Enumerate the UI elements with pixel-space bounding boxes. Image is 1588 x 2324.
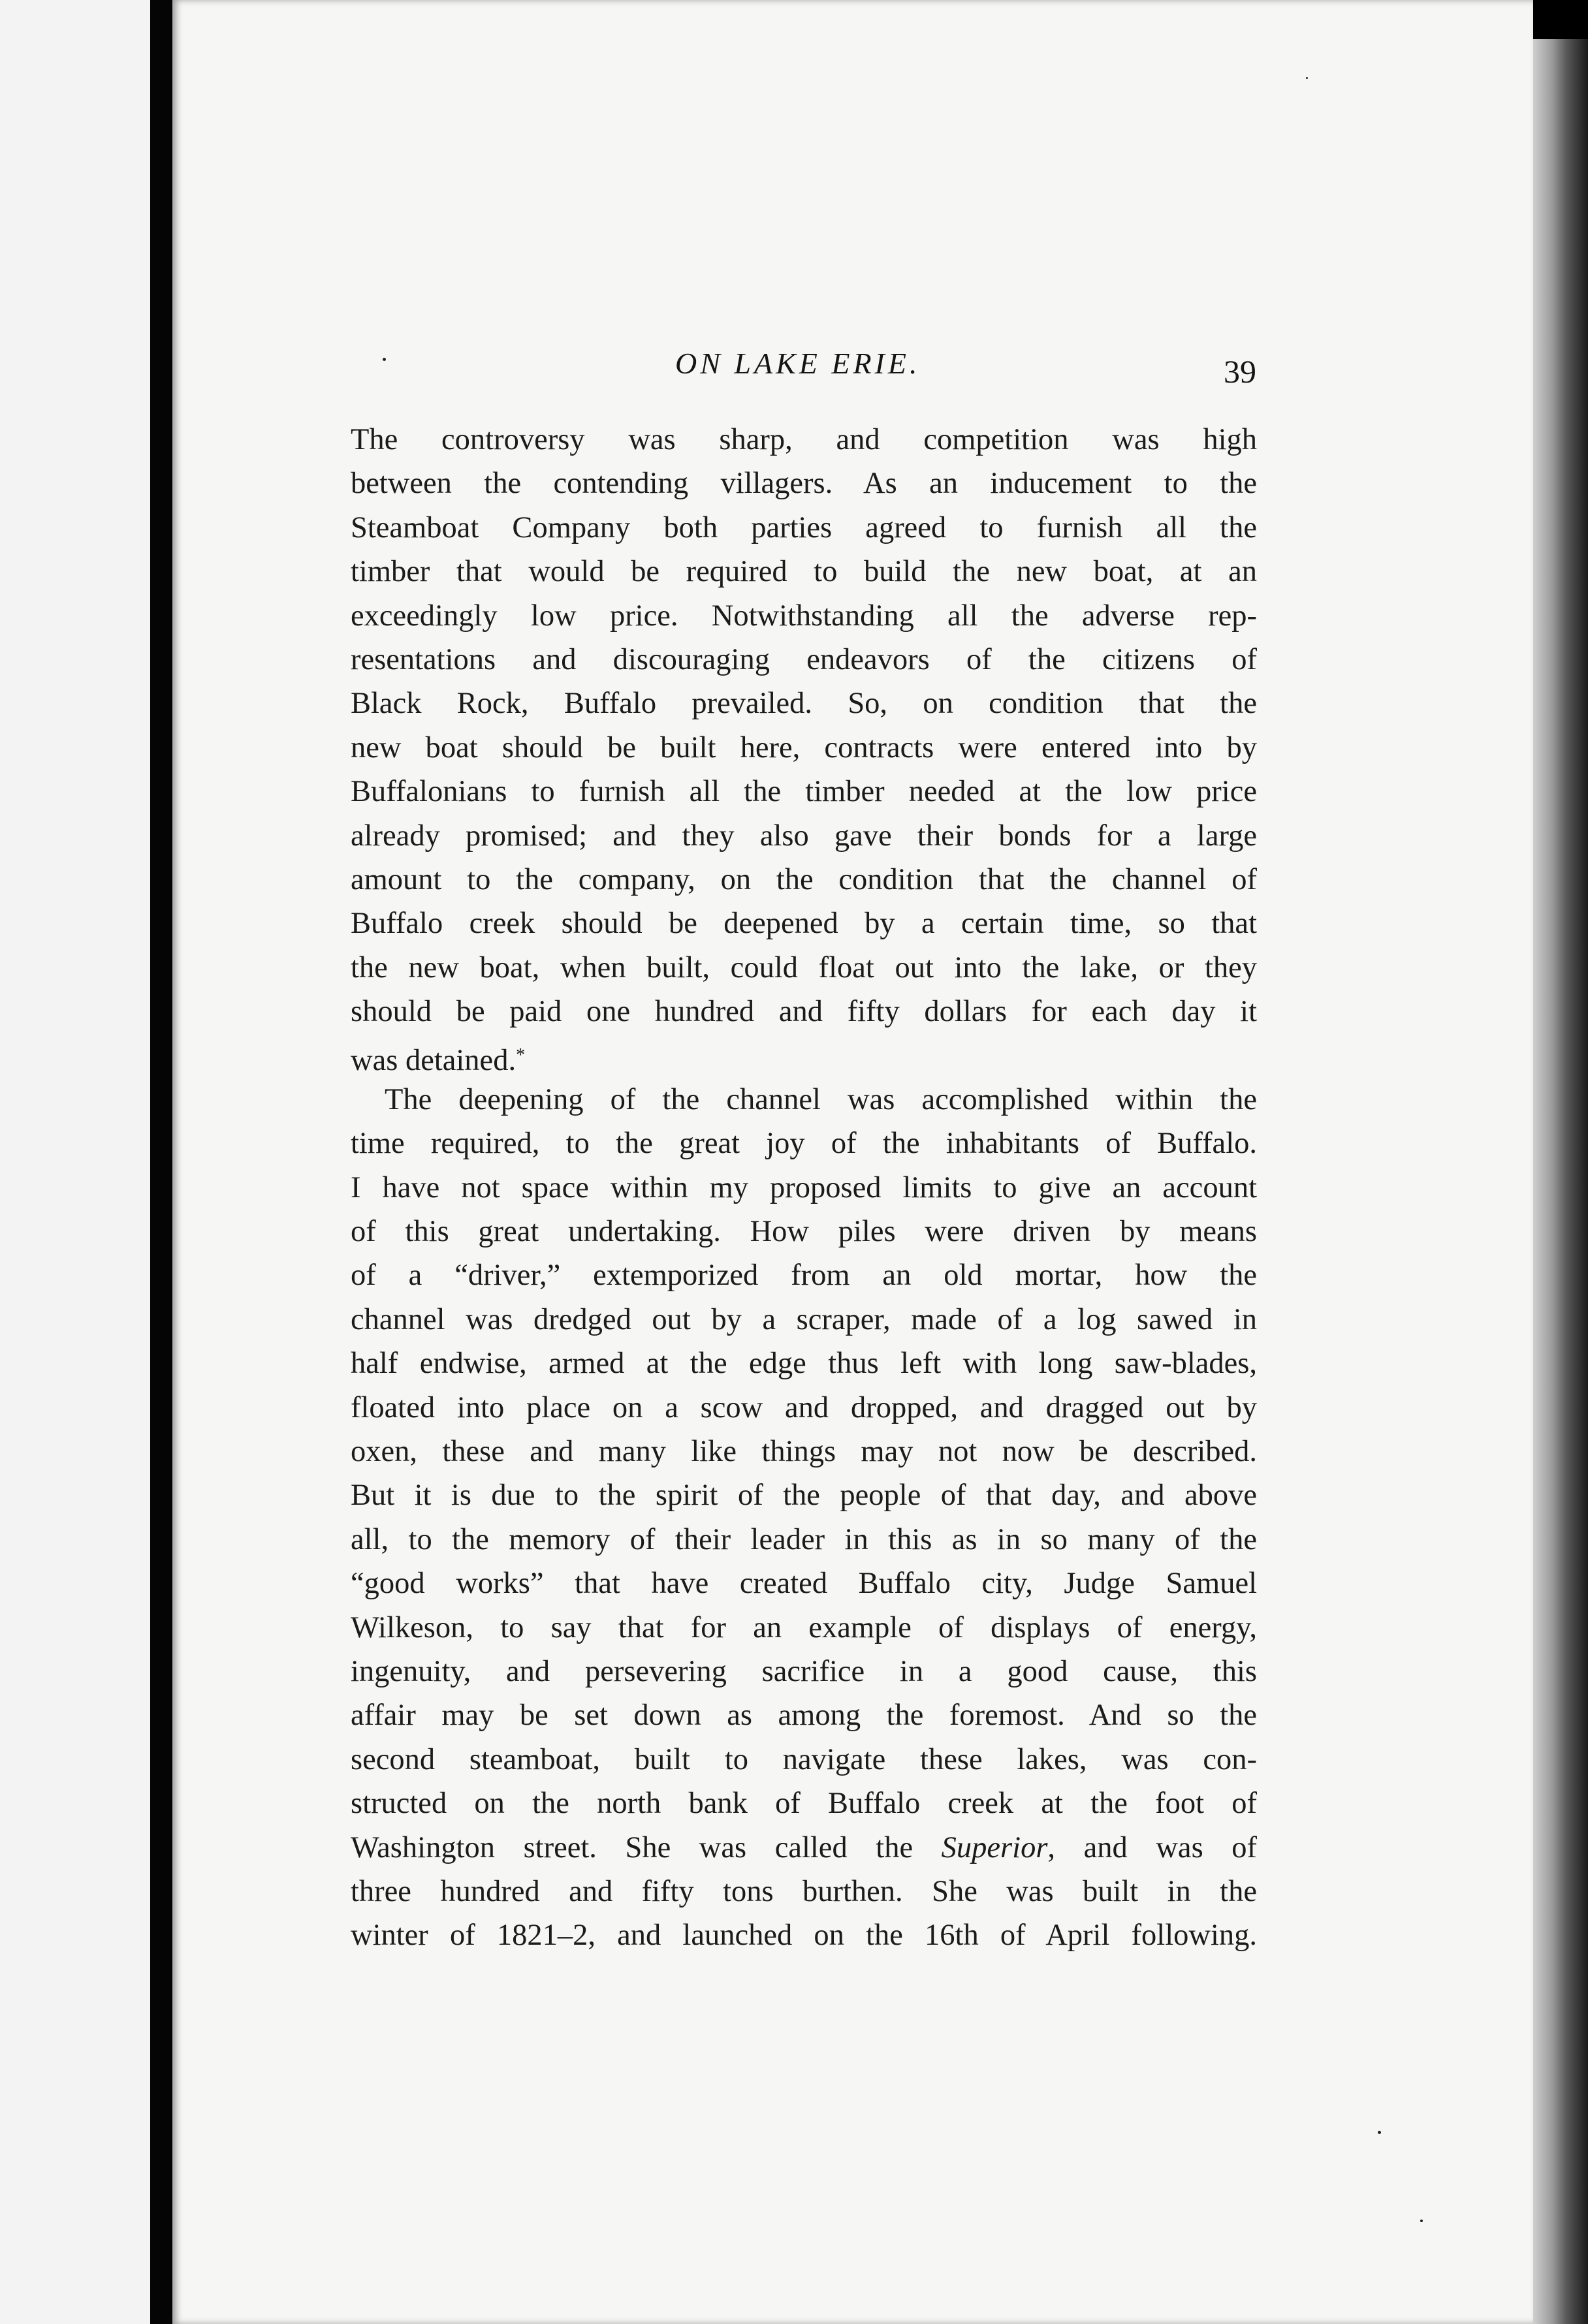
text-line: affair may be set down as among the foremost. And so the bbox=[351, 1699, 1257, 1733]
text-line: should be paid one hundred and fifty dollars for each day it bbox=[351, 995, 1257, 1029]
ship-name: Superior bbox=[941, 1830, 1048, 1864]
text-line: second steamboat, built to navigate these lakes, was con- bbox=[351, 1742, 1257, 1776]
text-line-end: was detained. bbox=[351, 1044, 516, 1078]
paper-speck bbox=[1378, 2131, 1381, 2134]
text-line-with-footnote bbox=[351, 1033, 1257, 1077]
body-text bbox=[351, 418, 1257, 1958]
page-stack-edge bbox=[1533, 39, 1588, 2324]
text-line: The controversy was sharp, and competition was high bbox=[351, 423, 1257, 456]
text-line: of this great undertaking. How piles were driven by means bbox=[351, 1215, 1257, 1249]
footnote-mark: * bbox=[516, 1045, 526, 1066]
page-number: 39 bbox=[1224, 353, 1256, 390]
facing-page-edge bbox=[0, 0, 150, 2324]
text-line: oxen, these and many like things may not now be described. bbox=[351, 1434, 1257, 1468]
paper-speck bbox=[1306, 77, 1308, 79]
text-line: channel was dredged out by a scraper, made of a log sawed in bbox=[351, 1302, 1257, 1336]
text-line: The deepening of the channel was accomplished within the bbox=[385, 1082, 1257, 1116]
text-line: timber that would be required to build the new boat, at an bbox=[351, 555, 1257, 589]
paragraph-1 bbox=[351, 418, 1257, 1078]
text-line: resentations and discouraging endeavors of the citizens of bbox=[351, 642, 1257, 676]
text-line: floated into place on a scow and dropped, and dragged out by bbox=[351, 1390, 1257, 1424]
text-line: the new boat, when built, could float out into the lake, or they bbox=[351, 950, 1257, 984]
text-line: structed on the north bank of Buffalo creek at the foot of bbox=[351, 1787, 1257, 1821]
text-line: Steamboat Company both parties agreed to furnish all the bbox=[351, 510, 1257, 544]
paper-speck bbox=[383, 358, 386, 361]
paper-speck bbox=[1420, 2220, 1423, 2222]
page-gutter bbox=[150, 0, 172, 2324]
text-line: Black Rock, Buffalo prevailed. So, on condition that the bbox=[351, 687, 1257, 721]
text-line-tail: , and was of bbox=[1047, 1830, 1257, 1864]
text-line: already promised; and they also gave their bonds for a large bbox=[351, 819, 1257, 853]
text-line: “good works” that have created Buffalo city, Judge Samuel bbox=[351, 1567, 1257, 1601]
running-header: ON LAKE ERIE. bbox=[675, 347, 921, 380]
text-line: Buffalonians to furnish all the timber needed at the low price bbox=[351, 775, 1257, 809]
text-line: all, to the memory of their leader in this as in so many of the bbox=[351, 1522, 1257, 1556]
text-line: Buffalo creek should be deepened by a certain time, so that bbox=[351, 907, 1257, 941]
text-line: I have not space within my proposed limits to give an account bbox=[351, 1170, 1257, 1204]
text-line-with-italic bbox=[351, 1826, 1257, 1870]
text-line: between the contending villagers. As an inducement to the bbox=[351, 467, 1257, 501]
background bbox=[1533, 0, 1588, 39]
text-line: But it is due to the spirit of the people of that day, and above bbox=[351, 1479, 1257, 1513]
text-line: winter of 1821–2, and launched on the 16th of April following. bbox=[351, 1919, 1257, 1953]
text-line: half endwise, armed at the edge thus left with long saw-blades, bbox=[351, 1347, 1257, 1381]
text-line: Wilkeson, to say that for an example of displays of energy, bbox=[351, 1610, 1257, 1644]
text-line: ingenuity, and persevering sacrifice in a good cause, this bbox=[351, 1654, 1257, 1688]
text-line: amount to the company, on the condition that the channel of bbox=[351, 862, 1257, 896]
text-line: of a “driver,” extemporized from an old mortar, how the bbox=[351, 1259, 1257, 1293]
text-line: exceedingly low price. Notwithstanding all the adverse rep- bbox=[351, 599, 1257, 633]
text-line-start: Washington street. She was called the bbox=[351, 1830, 942, 1864]
text-line: three hundred and fifty tons burthen. She was built in the bbox=[351, 1874, 1257, 1908]
paragraph-2 bbox=[351, 1078, 1257, 1958]
text-line: time required, to the great joy of the inhabitants of Buffalo. bbox=[351, 1127, 1257, 1161]
text-line: new boat should be built here, contracts were entered into by bbox=[351, 730, 1257, 764]
